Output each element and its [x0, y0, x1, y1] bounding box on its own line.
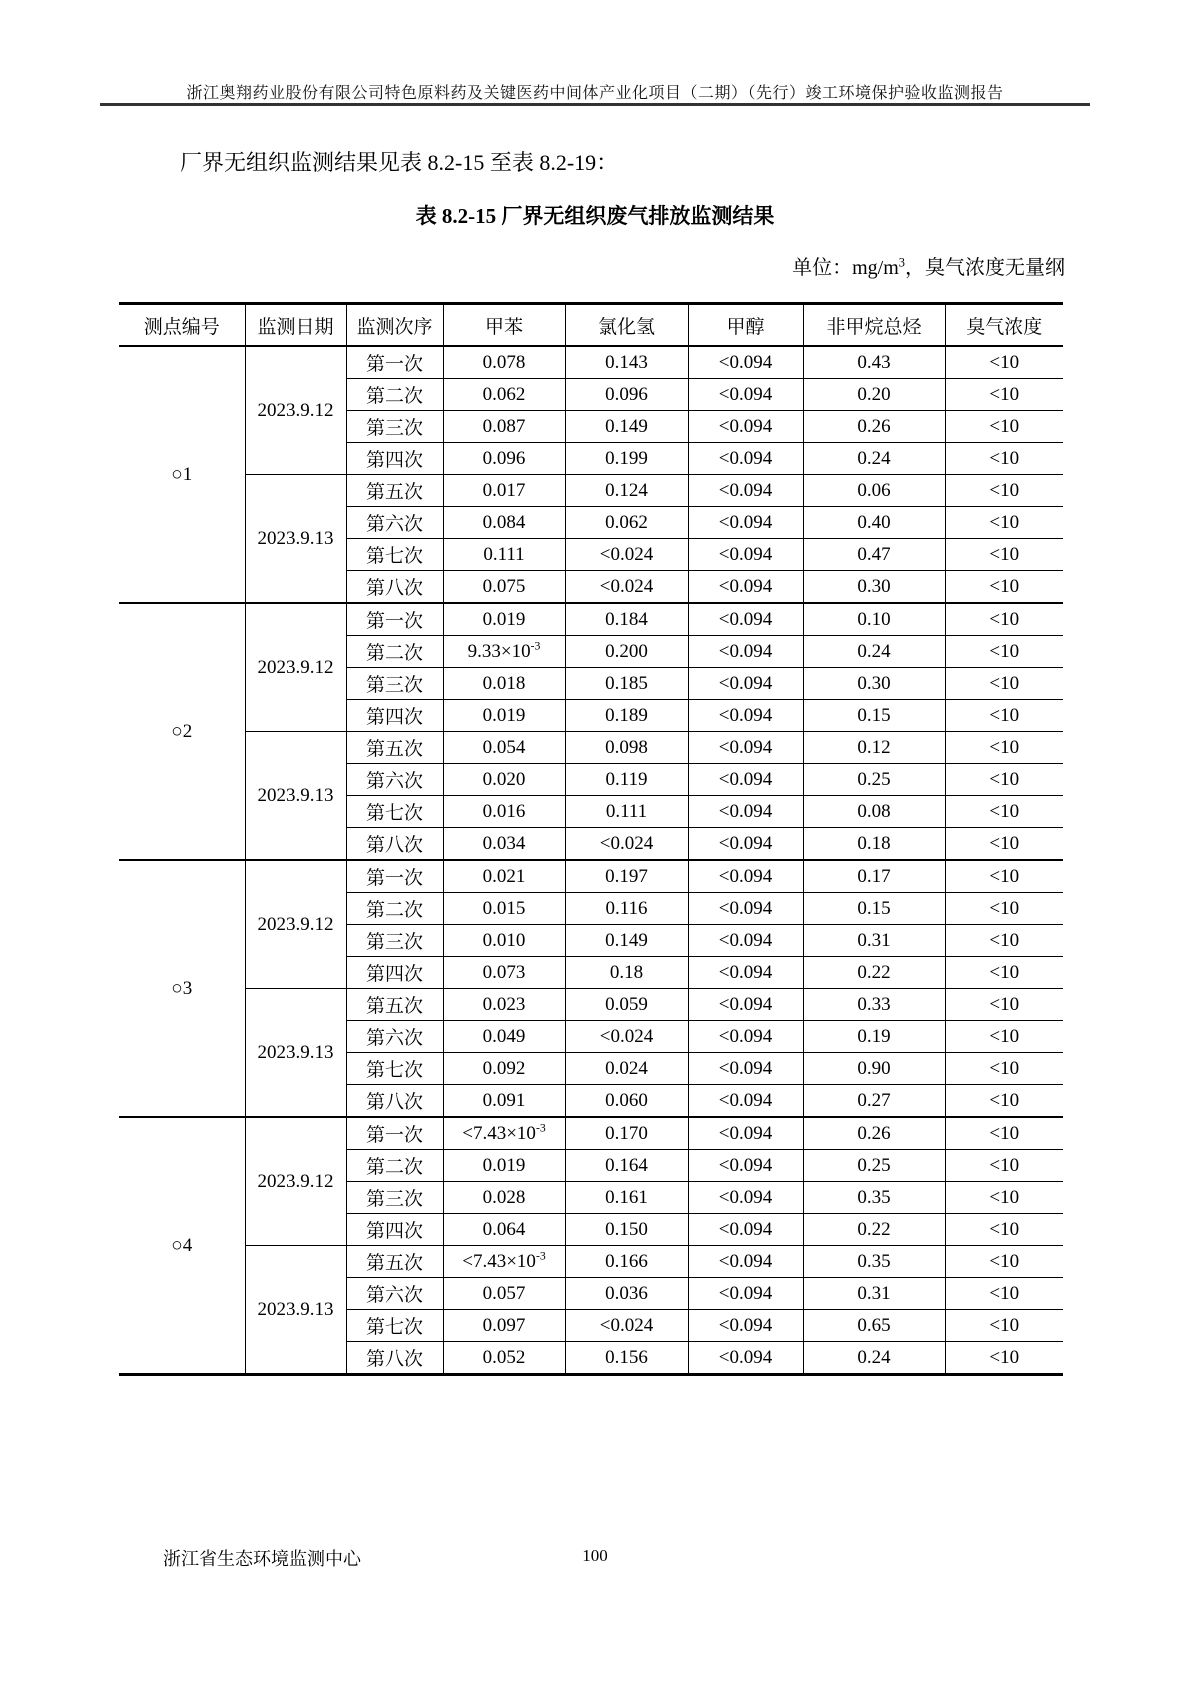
point-cell: ○3 — [119, 860, 245, 1117]
value-cell: 0.124 — [565, 475, 688, 507]
table-header-row — [119, 304, 1063, 347]
value-cell: 0.31 — [803, 1278, 945, 1310]
value-cell: <0.094 — [688, 539, 803, 571]
value-cell: 0.075 — [443, 571, 565, 604]
value-cell: <10 — [945, 989, 1063, 1021]
value-cell: 0.111 — [443, 539, 565, 571]
value-cell: 0.166 — [565, 1246, 688, 1278]
value-cell: <10 — [945, 443, 1063, 475]
value-cell: 0.111 — [565, 796, 688, 828]
value-cell: <10 — [945, 668, 1063, 700]
value-cell: 0.33 — [803, 989, 945, 1021]
value-cell: <0.094 — [688, 443, 803, 475]
date-cell: 2023.9.12 — [245, 603, 346, 732]
value-cell: <0.024 — [565, 828, 688, 861]
sequence-cell: 第七次 — [346, 1053, 443, 1085]
table-row — [119, 1117, 1063, 1150]
value-cell: <10 — [945, 860, 1063, 893]
value-cell: <10 — [945, 379, 1063, 411]
value-cell: 0.149 — [565, 925, 688, 957]
sequence-cell: 第五次 — [346, 732, 443, 764]
value-cell: <0.094 — [688, 732, 803, 764]
value-cell: <10 — [945, 1246, 1063, 1278]
value-cell: <10 — [945, 1053, 1063, 1085]
value-cell: 0.023 — [443, 989, 565, 1021]
value-cell: <10 — [945, 603, 1063, 636]
unit-note-superscript: 3 — [898, 255, 905, 270]
value-cell: <0.094 — [688, 1310, 803, 1342]
value-cell: 0.019 — [443, 1150, 565, 1182]
value-cell: <0.094 — [688, 636, 803, 668]
table-title: 表 8.2-15 厂界无组织废气排放监测结果 — [415, 204, 775, 228]
value-cell: 0.164 — [565, 1150, 688, 1182]
value-cell: $9.33\times 10^{-3}$ — [443, 636, 565, 668]
value-cell: 0.22 — [803, 1214, 945, 1246]
value-cell: <0.094 — [688, 379, 803, 411]
value-cell: 0.170 — [565, 1117, 688, 1150]
sequence-cell: 第六次 — [346, 1278, 443, 1310]
value-cell: 0.18 — [565, 957, 688, 989]
table-row — [119, 346, 1063, 379]
value-cell: 0.057 — [443, 1278, 565, 1310]
value-cell: <10 — [945, 1278, 1063, 1310]
value-cell: 0.078 — [443, 346, 565, 379]
sequence-cell: 第四次 — [346, 1214, 443, 1246]
value-cell: <0.094 — [688, 1278, 803, 1310]
date-cell: 2023.9.13 — [245, 989, 346, 1118]
value-cell: 0.034 — [443, 828, 565, 861]
sequence-cell: 第一次 — [346, 603, 443, 636]
value-cell: 0.90 — [803, 1053, 945, 1085]
value-cell: 0.15 — [803, 700, 945, 732]
sequence-cell: 第四次 — [346, 957, 443, 989]
value-cell: 0.119 — [565, 764, 688, 796]
sequence-cell: 第二次 — [346, 1150, 443, 1182]
value-cell: 0.40 — [803, 507, 945, 539]
value-cell: <0.094 — [688, 957, 803, 989]
value-cell: 0.30 — [803, 571, 945, 604]
value-cell: 0.22 — [803, 957, 945, 989]
value-cell: 0.052 — [443, 1342, 565, 1375]
running-header: 浙江奥翔药业股份有限公司特色原料药及关键医药中间体产业化项目（二期）（先行）竣工环境保护验收监测报告 — [186, 85, 1004, 102]
value-cell: 0.098 — [565, 732, 688, 764]
value-cell: 0.185 — [565, 668, 688, 700]
sequence-cell: 第三次 — [346, 668, 443, 700]
value-cell: <0.094 — [688, 1246, 803, 1278]
value-cell: <10 — [945, 1342, 1063, 1375]
sequence-cell: 第五次 — [346, 475, 443, 507]
value-cell: <10 — [945, 700, 1063, 732]
value-cell: 0.200 — [565, 636, 688, 668]
sequence-cell: 第三次 — [346, 411, 443, 443]
value-cell: <0.094 — [688, 700, 803, 732]
value-cell: <0.094 — [688, 1021, 803, 1053]
value-cell: <0.094 — [688, 411, 803, 443]
table-row — [119, 989, 1063, 1021]
value-cell: 0.43 — [803, 346, 945, 379]
date-cell: 2023.9.13 — [245, 475, 346, 604]
value-cell: 0.27 — [803, 1085, 945, 1118]
value-cell: 0.073 — [443, 957, 565, 989]
column-header: 监测日期 — [245, 304, 346, 347]
sequence-cell: 第八次 — [346, 1342, 443, 1375]
value-cell: 0.017 — [443, 475, 565, 507]
value-cell: <0.094 — [688, 1182, 803, 1214]
sequence-cell: 第六次 — [346, 764, 443, 796]
value-cell: 0.059 — [565, 989, 688, 1021]
value-cell: <10 — [945, 507, 1063, 539]
header-row — [119, 304, 1063, 347]
value-cell: <10 — [945, 1085, 1063, 1118]
value-cell: 0.47 — [803, 539, 945, 571]
value-cell: <0.094 — [688, 1053, 803, 1085]
value-cell: <10 — [945, 346, 1063, 379]
value-cell: <0.094 — [688, 925, 803, 957]
value-cell: 0.199 — [565, 443, 688, 475]
value-cell: <10 — [945, 1182, 1063, 1214]
sequence-cell: 第四次 — [346, 443, 443, 475]
value-cell: 0.20 — [803, 379, 945, 411]
table-row — [119, 603, 1063, 636]
value-cell: 0.10 — [803, 603, 945, 636]
sequence-cell: 第八次 — [346, 828, 443, 861]
value-cell: 0.054 — [443, 732, 565, 764]
sequence-cell: 第六次 — [346, 1021, 443, 1053]
value-cell: 0.064 — [443, 1214, 565, 1246]
page-number: 100 — [582, 1546, 608, 1565]
value-cell: 0.24 — [803, 1342, 945, 1375]
date-cell: 2023.9.13 — [245, 732, 346, 861]
table-row — [119, 475, 1063, 507]
value-cell: 0.019 — [443, 700, 565, 732]
value-cell: 0.049 — [443, 1021, 565, 1053]
value-cell: <0.024 — [565, 539, 688, 571]
monitoring-table — [119, 302, 1063, 1376]
unit-note-prefix: 单位：mg/m — [792, 257, 899, 279]
value-cell: <10 — [945, 764, 1063, 796]
value-cell: 0.08 — [803, 796, 945, 828]
value-cell: 0.15 — [803, 893, 945, 925]
value-cell: <0.094 — [688, 893, 803, 925]
sequence-cell: 第二次 — [346, 893, 443, 925]
value-cell: 0.31 — [803, 925, 945, 957]
value-cell: <0.094 — [688, 668, 803, 700]
value-cell: 0.30 — [803, 668, 945, 700]
table-row — [119, 732, 1063, 764]
value-cell: 0.018 — [443, 668, 565, 700]
value-cell: 0.35 — [803, 1182, 945, 1214]
table-row — [119, 860, 1063, 893]
point-cell: ○1 — [119, 346, 245, 603]
value-cell: <0.094 — [688, 796, 803, 828]
value-cell: 0.65 — [803, 1310, 945, 1342]
sequence-cell: 第七次 — [346, 1310, 443, 1342]
sequence-cell: 第七次 — [346, 539, 443, 571]
value-cell: 0.036 — [565, 1278, 688, 1310]
value-cell: <10 — [945, 1021, 1063, 1053]
value-cell: <10 — [945, 539, 1063, 571]
column-header: 臭气浓度 — [945, 304, 1063, 347]
sequence-cell: 第五次 — [346, 989, 443, 1021]
sequence-cell: 第七次 — [346, 796, 443, 828]
value-cell: <0.024 — [565, 1021, 688, 1053]
value-cell: 0.015 — [443, 893, 565, 925]
date-cell: 2023.9.12 — [245, 860, 346, 989]
value-cell: 0.156 — [565, 1342, 688, 1375]
value-cell: <0.094 — [688, 1150, 803, 1182]
value-cell: 0.091 — [443, 1085, 565, 1118]
value-cell: 0.19 — [803, 1021, 945, 1053]
value-cell: <0.094 — [688, 989, 803, 1021]
value-cell: <10 — [945, 1117, 1063, 1150]
intro-paragraph: 厂界无组织监测结果见表 8.2-15 至表 8.2-19： — [180, 150, 619, 175]
unit-note — [100, 251, 1065, 280]
value-cell: 0.35 — [803, 1246, 945, 1278]
footer-organization: 浙江省生态环境监测中心 — [163, 1549, 361, 1569]
column-header: 测点编号 — [119, 304, 245, 347]
date-cell: 2023.9.13 — [245, 1246, 346, 1375]
value-cell: $<7.43\times 10^{-3}$ — [443, 1117, 565, 1150]
sequence-cell: 第一次 — [346, 1117, 443, 1150]
value-cell: 0.150 — [565, 1214, 688, 1246]
value-cell: 0.26 — [803, 411, 945, 443]
value-cell: <0.094 — [688, 475, 803, 507]
sequence-cell: 第五次 — [346, 1246, 443, 1278]
value-cell: 0.020 — [443, 764, 565, 796]
value-cell: 0.087 — [443, 411, 565, 443]
value-cell: 0.184 — [565, 603, 688, 636]
value-cell: <10 — [945, 571, 1063, 604]
column-header: 甲醇 — [688, 304, 803, 347]
value-cell: <0.094 — [688, 603, 803, 636]
value-cell: <10 — [945, 732, 1063, 764]
value-cell: 0.096 — [443, 443, 565, 475]
value-cell: 0.149 — [565, 411, 688, 443]
sequence-cell: 第二次 — [346, 636, 443, 668]
value-cell: 0.016 — [443, 796, 565, 828]
sequence-cell: 第六次 — [346, 507, 443, 539]
value-cell: <10 — [945, 828, 1063, 861]
value-cell: 0.25 — [803, 764, 945, 796]
value-cell: 0.097 — [443, 1310, 565, 1342]
value-cell: 0.060 — [565, 1085, 688, 1118]
value-cell: 0.010 — [443, 925, 565, 957]
sequence-cell: 第八次 — [346, 1085, 443, 1118]
date-cell: 2023.9.12 — [245, 346, 346, 475]
value-cell: 0.24 — [803, 636, 945, 668]
value-cell: <10 — [945, 1150, 1063, 1182]
value-cell: <0.024 — [565, 571, 688, 604]
value-cell: <10 — [945, 1214, 1063, 1246]
value-cell: <0.094 — [688, 828, 803, 861]
table-row — [119, 1246, 1063, 1278]
point-cell: ○2 — [119, 603, 245, 860]
value-cell: <10 — [945, 893, 1063, 925]
value-cell: <10 — [945, 411, 1063, 443]
sequence-cell: 第一次 — [346, 346, 443, 379]
value-cell: 0.24 — [803, 443, 945, 475]
value-cell: <0.094 — [688, 1342, 803, 1375]
value-cell: <10 — [945, 1310, 1063, 1342]
value-cell: <10 — [945, 957, 1063, 989]
point-cell: ○4 — [119, 1117, 245, 1375]
value-cell: 0.17 — [803, 860, 945, 893]
column-header: 监测次序 — [346, 304, 443, 347]
value-cell: 0.161 — [565, 1182, 688, 1214]
sequence-cell: 第二次 — [346, 379, 443, 411]
value-cell: <0.094 — [688, 571, 803, 604]
value-cell: <0.094 — [688, 1117, 803, 1150]
value-cell: <0.024 — [565, 1310, 688, 1342]
value-cell: 0.189 — [565, 700, 688, 732]
header-rule — [100, 103, 1090, 106]
value-cell: 0.143 — [565, 346, 688, 379]
value-cell: 0.084 — [443, 507, 565, 539]
sequence-cell: 第四次 — [346, 700, 443, 732]
value-cell: <0.094 — [688, 346, 803, 379]
value-cell: 0.092 — [443, 1053, 565, 1085]
value-cell: <0.094 — [688, 1214, 803, 1246]
column-header: 非甲烷总烃 — [803, 304, 945, 347]
sequence-cell: 第一次 — [346, 860, 443, 893]
unit-note-suffix: ，臭气浓度无量纲 — [905, 257, 1065, 279]
value-cell: 0.25 — [803, 1150, 945, 1182]
value-cell: 0.062 — [565, 507, 688, 539]
value-cell: 0.18 — [803, 828, 945, 861]
value-cell: 0.024 — [565, 1053, 688, 1085]
sequence-cell: 第八次 — [346, 571, 443, 604]
value-cell: 0.096 — [565, 379, 688, 411]
column-header: 甲苯 — [443, 304, 565, 347]
sequence-cell: 第三次 — [346, 1182, 443, 1214]
value-cell: 0.021 — [443, 860, 565, 893]
value-cell: 0.06 — [803, 475, 945, 507]
value-cell: 0.12 — [803, 732, 945, 764]
value-cell: <0.094 — [688, 507, 803, 539]
table-body — [119, 346, 1063, 1375]
column-header: 氯化氢 — [565, 304, 688, 347]
value-cell: 0.062 — [443, 379, 565, 411]
value-cell: 0.019 — [443, 603, 565, 636]
value-cell: <10 — [945, 925, 1063, 957]
value-cell: <10 — [945, 636, 1063, 668]
value-cell: <0.094 — [688, 764, 803, 796]
sequence-cell: 第三次 — [346, 925, 443, 957]
value-cell: <10 — [945, 796, 1063, 828]
value-cell: 0.26 — [803, 1117, 945, 1150]
value-cell: <10 — [945, 475, 1063, 507]
value-cell: 0.028 — [443, 1182, 565, 1214]
value-cell: 0.116 — [565, 893, 688, 925]
value-cell: <0.094 — [688, 860, 803, 893]
value-cell: 0.197 — [565, 860, 688, 893]
value-cell: $<7.43\times 10^{-3}$ — [443, 1246, 565, 1278]
value-cell: <0.094 — [688, 1085, 803, 1118]
date-cell: 2023.9.12 — [245, 1117, 346, 1246]
